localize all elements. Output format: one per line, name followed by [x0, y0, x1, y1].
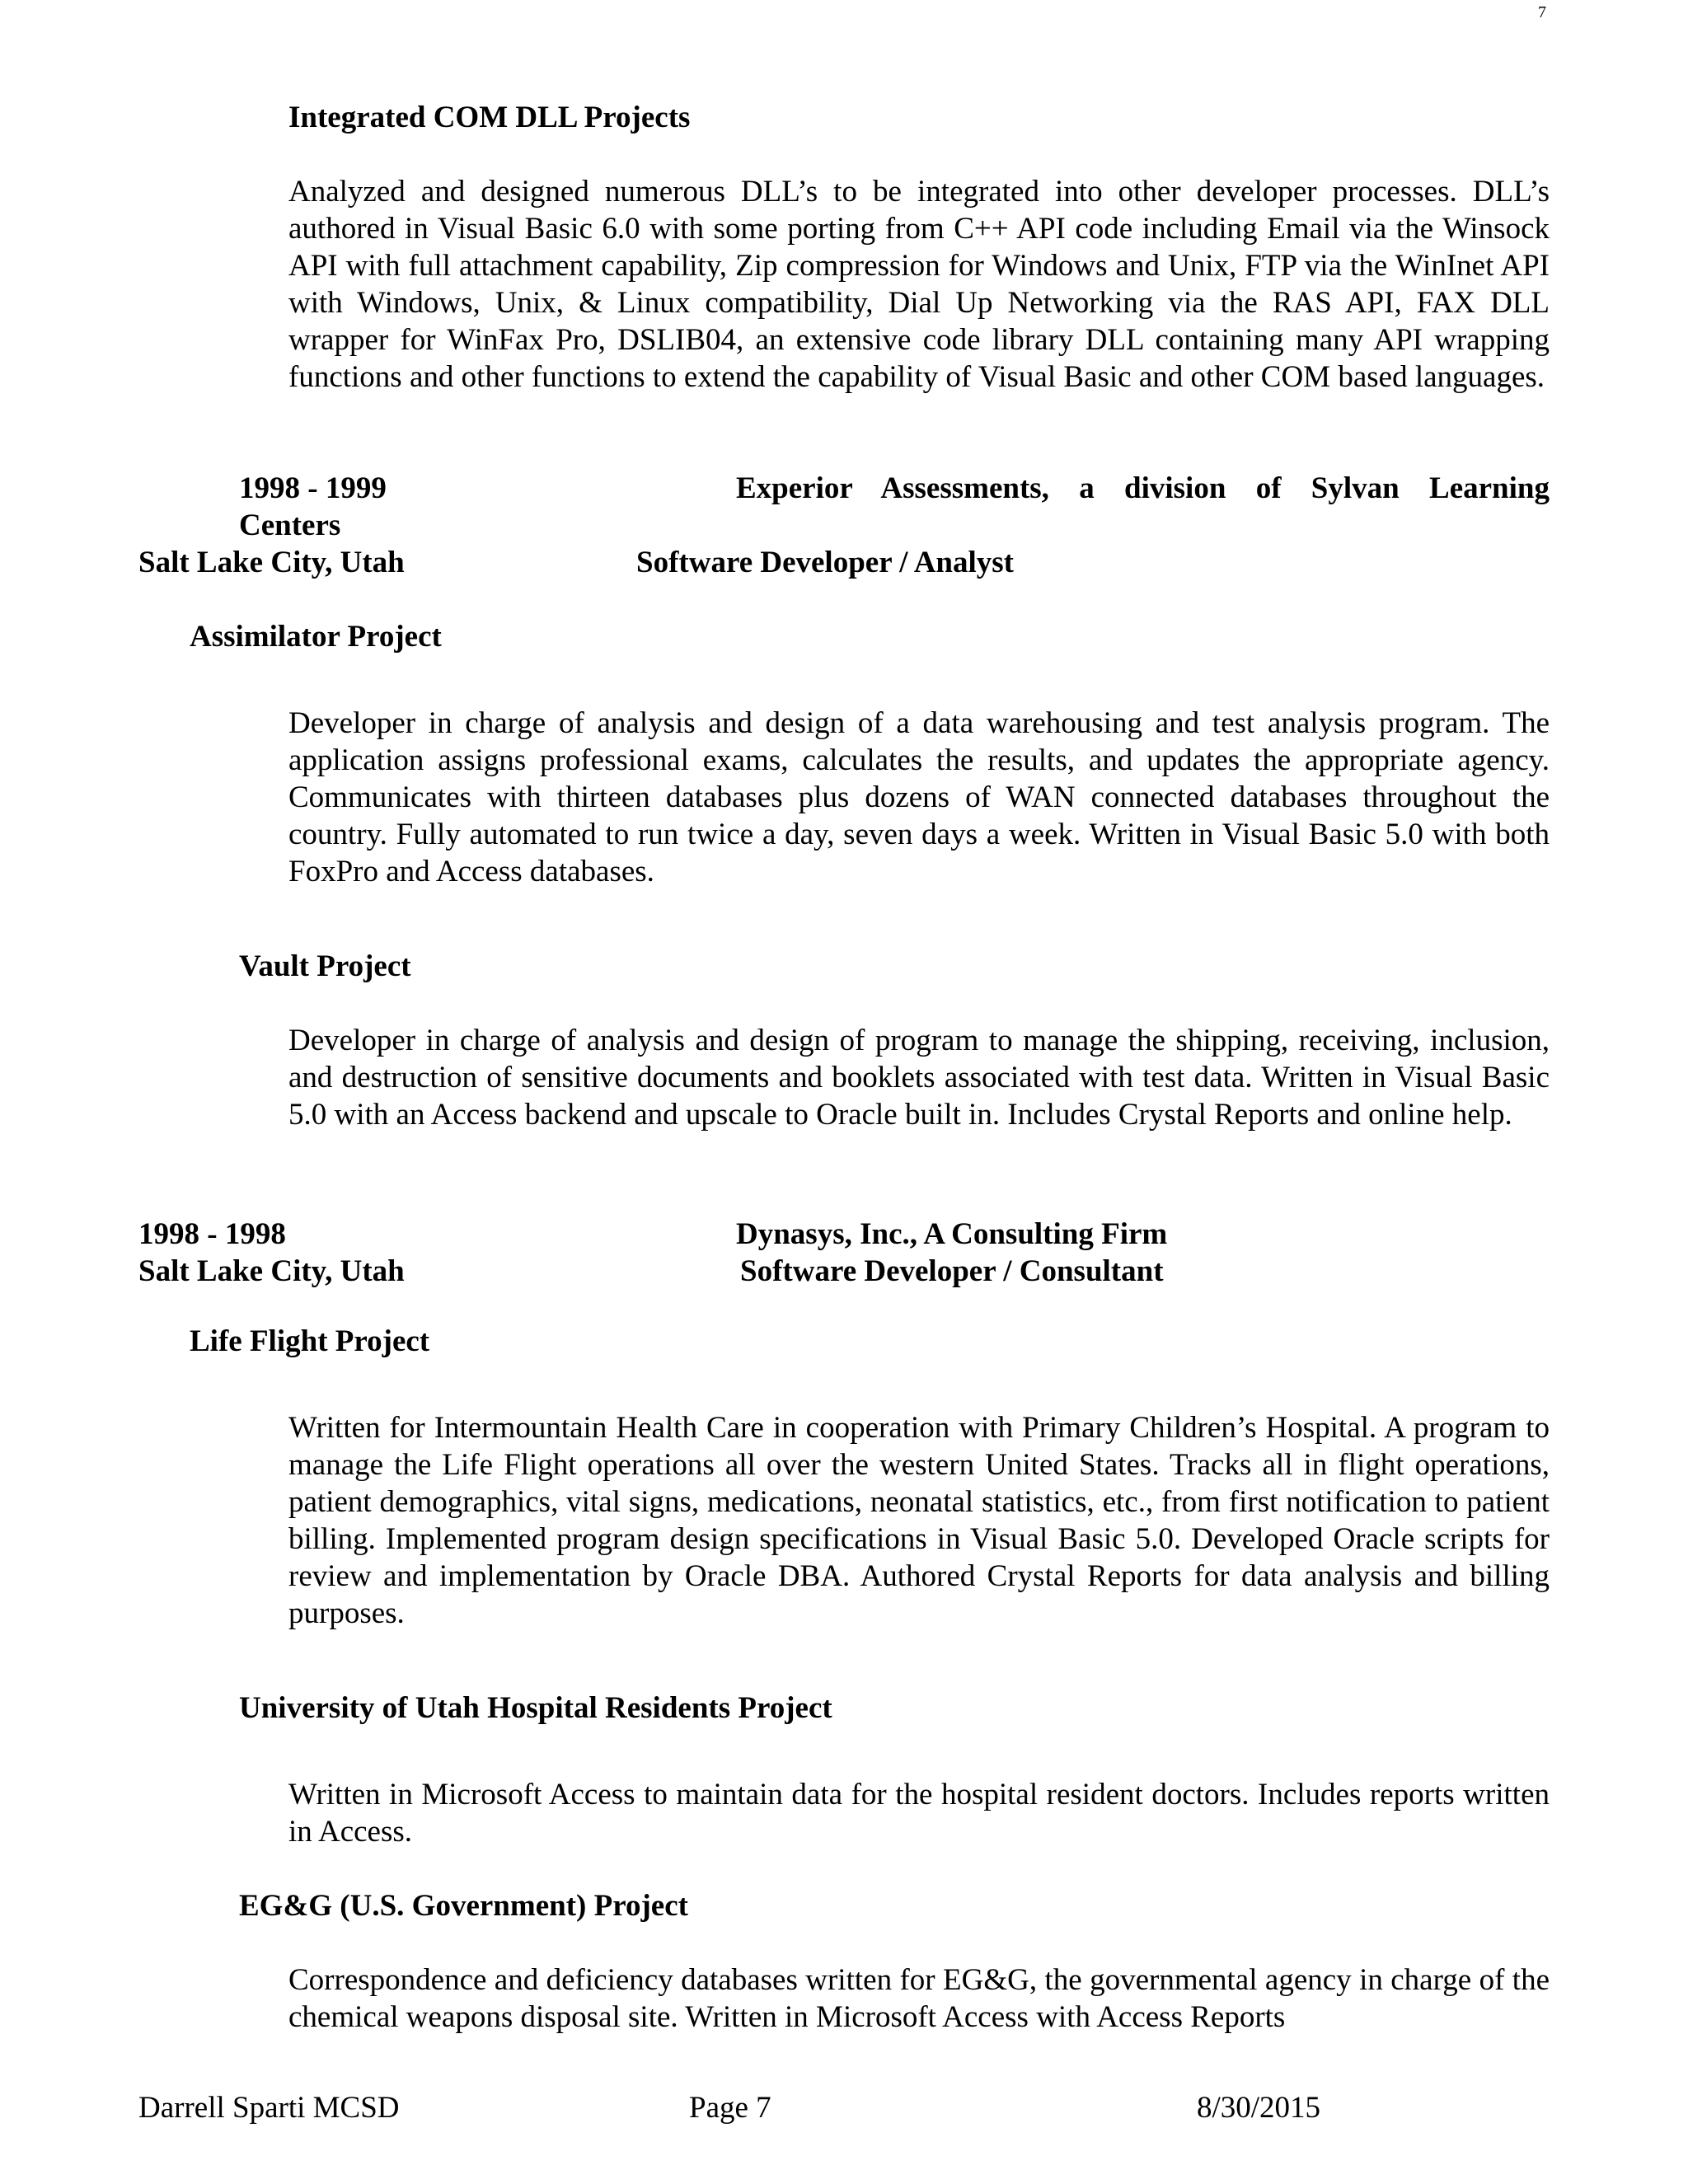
- project-body-vault: Developer in charge of analysis and design of program to manage the shipping, receiving, inclusion, and destruction of sensitive documents and booklets associated with test data. Written in Visual Basic 5.0 with an Access backend and upscale to Oracle built in. Includes Crystal Reports and online help.: [288, 1024, 1550, 1132]
- project-body-assimilator: Developer in charge of analysis and design of a data warehousing and test analysis program. The application assigns professional exams, calculates the results, and updates the appropriate agency. Communicates with thirteen databases plus dozens of WAN connected databases throughout the country. Fully automated to run twice a day, seven days a week. Written in Visual Basic 5.0 with both FoxPro and Access databases.: [288, 706, 1550, 888]
- job-dates: 1998 - 1999: [239, 471, 387, 505]
- job-role: Software Developer / Analyst: [636, 546, 1015, 579]
- job-location: Salt Lake City, Utah: [138, 1254, 405, 1288]
- project-title-assimilator: Assimilator Project: [190, 620, 442, 654]
- project-title-uofu: University of Utah Hospital Residents Project: [239, 1691, 832, 1725]
- job-company: Dynasys, Inc., A Consulting Firm: [736, 1217, 1168, 1251]
- project-title-vault: Vault Project: [239, 949, 411, 983]
- job-company-continued: Centers: [239, 509, 341, 542]
- project-body-egg: Correspondence and deficiency databases written for EG&G, the governmental agency in charge of the chemical weapons disposal site. Written in Microsoft Access with Access Reports: [288, 1963, 1550, 2034]
- page-number: 7: [1538, 3, 1546, 21]
- footer-date: 8/30/2015: [1197, 2091, 1321, 2125]
- section-body-integrated-com: Analyzed and designed numerous DLL’s to be integrated into other developer processes. DLL’s authored in Visual Basic 6.0 with some porting from C++ API code including Email via the Winsock API with full attachment capability, Zip compression for Windows and Unix, FTP via the WinInet API with Windows, Unix, & Linux compatibility, Dial Up Networking via the RAS API, FAX DLL wrapper for WinFax Pro, DSLIB04, an extensive code library DLL containing many API wrapping functions and other functions to extend the capability of Visual Basic and other COM based languages.: [288, 175, 1550, 394]
- job-role: Software Developer / Consultant: [740, 1254, 1164, 1288]
- footer-page: Page 7: [689, 2091, 771, 2125]
- project-title-life-flight: Life Flight Project: [190, 1324, 430, 1358]
- project-body-life-flight: Written for Intermountain Health Care in cooperation with Primary Children’s Hospital. A program to manage the Life Flight operations all over the western United States. Tracks all in flight operations, patient demographics, vital signs, medications, neonatal statistics, etc., from first notification to patient billing. Implemented program design specifications in Visual Basic 5.0. Developed Oracle scripts for review and implementation by Oracle DBA. Authored Crystal Reports for data analysis and billing purposes.: [288, 1411, 1550, 1630]
- footer-author: Darrell Sparti MCSD: [138, 2091, 400, 2125]
- job-dates: 1998 - 1998: [138, 1217, 286, 1251]
- project-body-uofu: Written in Microsoft Access to maintain data for the hospital resident doctors. Includes reports written in Access.: [288, 1778, 1550, 1849]
- job-location: Salt Lake City, Utah: [138, 546, 405, 579]
- job-company: Experior Assessments, a division of Sylvan Learning: [736, 471, 1550, 505]
- section-title-integrated-com: Integrated COM DLL Projects: [288, 101, 691, 134]
- project-title-egg: EG&G (U.S. Government) Project: [239, 1889, 688, 1923]
